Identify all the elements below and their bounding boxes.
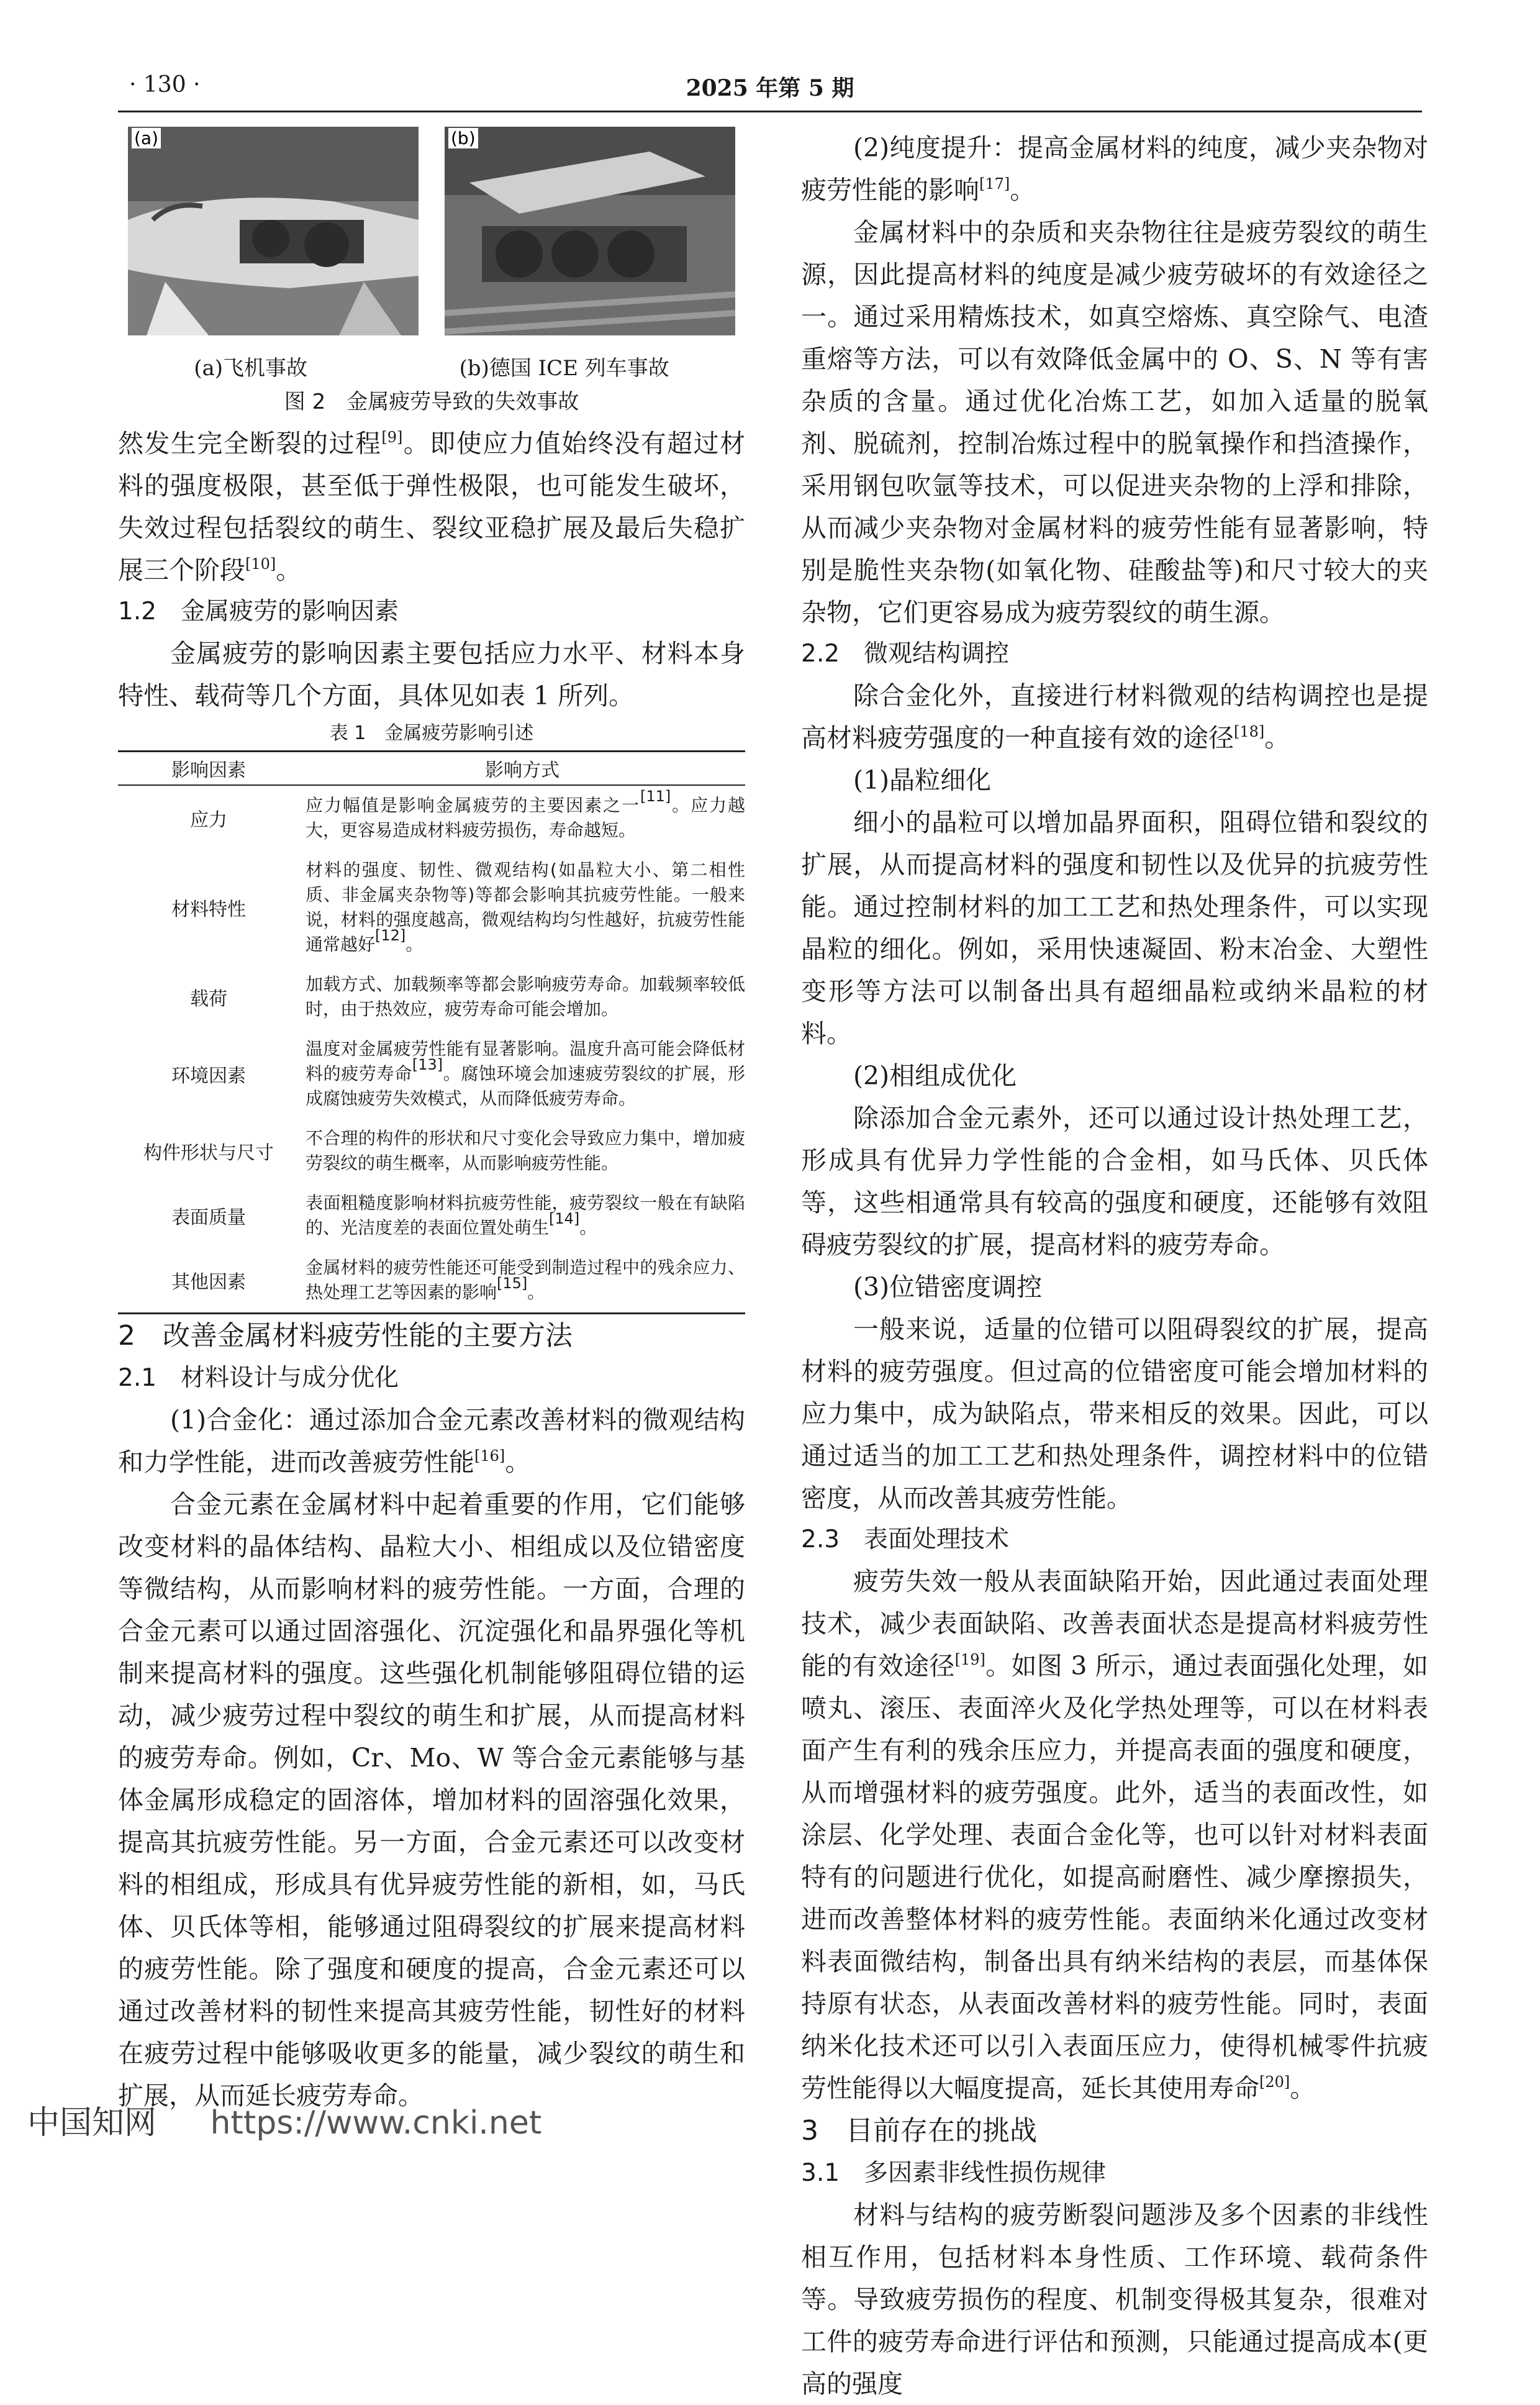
table-row (118, 965, 745, 1029)
paragraph-1-2: 金属疲劳的影响因素主要包括应力水平、材料本身特性、载荷等几个方面，具体见如表 1 所列。 (118, 639, 745, 711)
paragraph-dislocation: 一般来说，适量的位错可以阻碍裂纹的扩展，提高材料的疲劳强度。但过高的位错密度可能会增加材料的应力集中，成为缺陷点，带来相反的效果。因此，可以通过适当的加工工艺和热处理条件，调控材料中的位错密度，从而改善其疲劳性能。 (801, 1314, 1428, 1513)
factor-cell: 应力 (190, 809, 227, 831)
heading-3: 3 目前存在的挑战 (801, 2115, 1037, 2147)
subcaption-a: (a)飞机事故 (194, 356, 308, 381)
factor-cell: 其他因素 (171, 1271, 246, 1293)
watermark-url: https://www.cnki.net (210, 2104, 542, 2142)
right-column (801, 127, 1428, 2405)
subtitle-phase: (2)相组成优化 (853, 1061, 1017, 1091)
paragraph-intro: 然发生完全断裂的过程[9]。即使应力值始终没有超过材料的强度极限，甚至低于弹性极限，也可能发生破坏，失效过程包括裂纹的萌生、裂纹亚稳扩展及最后失稳扩展三个阶段[10]。 (118, 429, 746, 585)
factor-cell: 环境因素 (171, 1065, 246, 1087)
table-row (118, 1029, 745, 1119)
mode-cell: 不合理的构件的形状和尺寸变化会导致应力集中，增加疲劳裂纹的萌生概率，从而影响疲劳性能。 (306, 1128, 745, 1173)
paragraph-purity-body: 金属材料中的杂质和夹杂物往往是疲劳裂纹的萌生源，因此提高材料的纯度是减少疲劳破坏的有效途径之一。通过采用精炼技术，如真空熔炼、真空除气、电渣重熔等方法，可以有效降低金属中的 O、S、N 等有害杂质的含量。通过优化冶炼工艺，如加入适量的脱氧剂、脱硫剂，控制冶炼过程中的脱氧操作和挡渣操作，采用钢包吹氩等技术，可以促进夹杂物的上浮和排除，从而减少夹杂物对金属材料的疲劳性能有显著影响，特别是脆性夹杂物(如氧化物、硅酸盐等)和尺寸较大的夹杂物，它们更容易成为疲劳裂纹的萌生源。 (801, 217, 1428, 627)
paragraph-phase: 除添加合金元素外，还可以通过设计热处理工艺，形成具有优异力学性能的合金相，如马氏体、贝氏体等，这些相通常具有较高的强度和硬度，还能够有效阻碍疲劳裂纹的扩展，提高材料的疲劳寿命。 (801, 1103, 1428, 1260)
heading-2-2: 2.2 微观结构调控 (801, 640, 1010, 668)
panel-a-label: (a) (132, 128, 161, 148)
table-row (118, 1183, 745, 1248)
table-header-row (118, 752, 745, 786)
page-number: · 130 · (129, 72, 201, 98)
journal-issue: 2025 年第 5 期 (686, 75, 854, 101)
factor-cell: 载荷 (190, 988, 227, 1010)
mode-cell: 应力幅值是影响金属疲劳的主要因素之一[11]。应力越大，更容易造成材料疲劳损伤，寿命越短。 (306, 788, 745, 840)
subtitle-grain: (1)晶粒细化 (853, 765, 992, 795)
factor-cell: 表面质量 (171, 1207, 246, 1229)
paragraph-2-2: 除合金化外，直接进行材料微观的结构调控也是提高材料疲劳强度的一种直接有效的途径[18]。 (801, 681, 1428, 753)
mode-cell: 表面粗糙度影响材料抗疲劳性能，疲劳裂纹一般在有缺陷的、光洁度差的表面位置处萌生[14]。 (306, 1193, 745, 1238)
heading-1-2: 1.2 金属疲劳的影响因素 (118, 598, 399, 625)
subcaption-b: (b)德国 ICE 列车事故 (459, 356, 669, 381)
train-accident-photo (445, 127, 735, 335)
header-mode: 影响方式 (485, 760, 559, 781)
heading-3-1: 3.1 多因素非线性损伤规律 (801, 2159, 1107, 2187)
table-row (118, 785, 745, 850)
table-row (118, 1248, 745, 1314)
heading-2: 2 改善金属材料疲劳性能的主要方法 (118, 1320, 573, 1352)
figure-2-subcaptions (118, 353, 745, 384)
header-factor: 影响因素 (171, 760, 246, 781)
table-1-caption: 表 1 金属疲劳影响引述 (329, 722, 534, 744)
figure-2-caption: 图 2 金属疲劳导致的失效事故 (284, 389, 579, 414)
panel-b-label: (b) (448, 128, 478, 148)
paragraph-2-3: 疲劳失效一般从表面缺陷开始，因此通过表面处理技术，减少表面缺陷、改善表面状态是提高材料疲劳性能的有效途径[19]。如图 3 所示，通过表面强化处理，如喷丸、滚压、表面淬火及化学热处理等，可以在材料表面产生有利的残余压应力，并提高表面的强度和硬度，从而增强材料的疲劳强度。此外，适当的表面改性，如涂层、化学处理、表面合金化等，也可以针对材料表面特有的问题进行优化，如提高耐磨性、减少摩擦损失，进而改善整体材料的疲劳性能。表面纳米化通过改变材料表面微结构，制备出具有纳米结构的表层，而基体保持原有状态，从表面改善材料的疲劳性能。同时，表面纳米化技术还可以引入表面压应力，使得机械零件抗疲劳性能得以大幅度提高，延长其使用寿命[20]。 (801, 1566, 1429, 2103)
mode-cell: 温度对金属疲劳性能有显著影响。温度升高可能会降低材料的疲劳寿命[13]。腐蚀环境会加速疲劳裂纹的扩展，形成腐蚀疲劳失效模式，从而降低疲劳寿命。 (306, 1039, 745, 1109)
table-row (118, 850, 745, 965)
heading-2-1: 2.1 材料设计与成分优化 (118, 1364, 399, 1392)
paragraph-3-1: 材料与结构的疲劳断裂问题涉及多个因素的非线性相互作用，包括材料本身性质、工作环境、载荷条件等。导致疲劳损伤的程度、机制变得极其复杂，很难对工件的疲劳寿命进行评估和预测，只能通过提高成本(更高的强度 (801, 2200, 1428, 2399)
figure-2-images (118, 127, 745, 335)
table-1 (118, 750, 745, 1314)
airplane-accident-photo (128, 127, 419, 335)
mode-cell: 加载方式、加载频率等都会影响疲劳寿命。加载频率较低时，由于热效应，疲劳寿命可能会增加。 (306, 974, 745, 1019)
factor-cell: 构件形状与尺寸 (143, 1142, 274, 1164)
page-header (118, 67, 1422, 112)
subtitle-dislocation: (3)位错密度调控 (853, 1272, 1043, 1302)
heading-2-3: 2.3 表面处理技术 (801, 1525, 1010, 1553)
mode-cell: 材料的强度、韧性、微观结构(如晶粒大小、第二相性质、非金属夹杂物等)等都会影响其抗疲劳性能。一般来说，材料的强度越高，微观结构均匀性越好，抗疲劳性能通常越好[12]。 (306, 860, 745, 955)
paragraph-purity: (2)纯度提升：提高金属材料的纯度，减少夹杂物对疲劳性能的影响[17]。 (801, 133, 1428, 205)
factor-cell: 材料特性 (171, 899, 246, 921)
paragraph-alloying: (1)合金化：通过添加合金元素改善材料的微观结构和力学性能，进而改善疲劳性能[16]。 (118, 1405, 745, 1477)
paragraph-grain: 细小的晶粒可以增加晶界面积，阻碍位错和裂纹的扩展，从而提高材料的强度和韧性以及优异的抗疲劳性能。通过控制材料的加工工艺和热处理条件，可以实现晶粒的细化。例如，采用快速凝固、粉末冶金、大塑性变形等方法可以制备出具有超细晶粒或纳米晶粒的材料。 (801, 807, 1428, 1048)
paragraph-alloy-elements: 合金元素在金属材料中起着重要的作用，它们能够改变材料的晶体结构、晶粒大小、相组成以及位错密度等微结构，从而影响材料的疲劳性能。一方面，合理的合金元素可以通过固溶强化、沉淀强化和晶界强化等机制来提高材料的强度。这些强化机制能够阻碍位错的运动，减少疲劳过程中裂纹的萌生和扩展，从而提高材料的疲劳寿命。例如，Cr、Mo、W 等合金元素能够与基体金属形成稳定的固溶体，增加材料的固溶强化效果，提高其抗疲劳性能。另一方面，合金元素还可以改变材料的相组成，形成具有优异疲劳性能的新相，如，马氏体、贝氏体等相，能够通过阻碍裂纹的扩展来提高材料的疲劳性能。除了强度和硬度的提高，合金元素还可以通过改善材料的韧性来提高其疲劳性能，韧性好的材料在疲劳过程中能够吸收更多的能量，减少裂纹的萌生和扩展，从而延长疲劳寿命。 (118, 1489, 745, 2111)
mode-cell: 金属材料的疲劳性能还可能受到制造过程中的残余应力、热处理工艺等因素的影响[15]。 (306, 1257, 745, 1303)
cnki-watermark (27, 2096, 541, 2143)
watermark-cn: 中国知网 (27, 2104, 157, 2142)
left-column (118, 127, 745, 2117)
table-row (118, 1119, 745, 1183)
